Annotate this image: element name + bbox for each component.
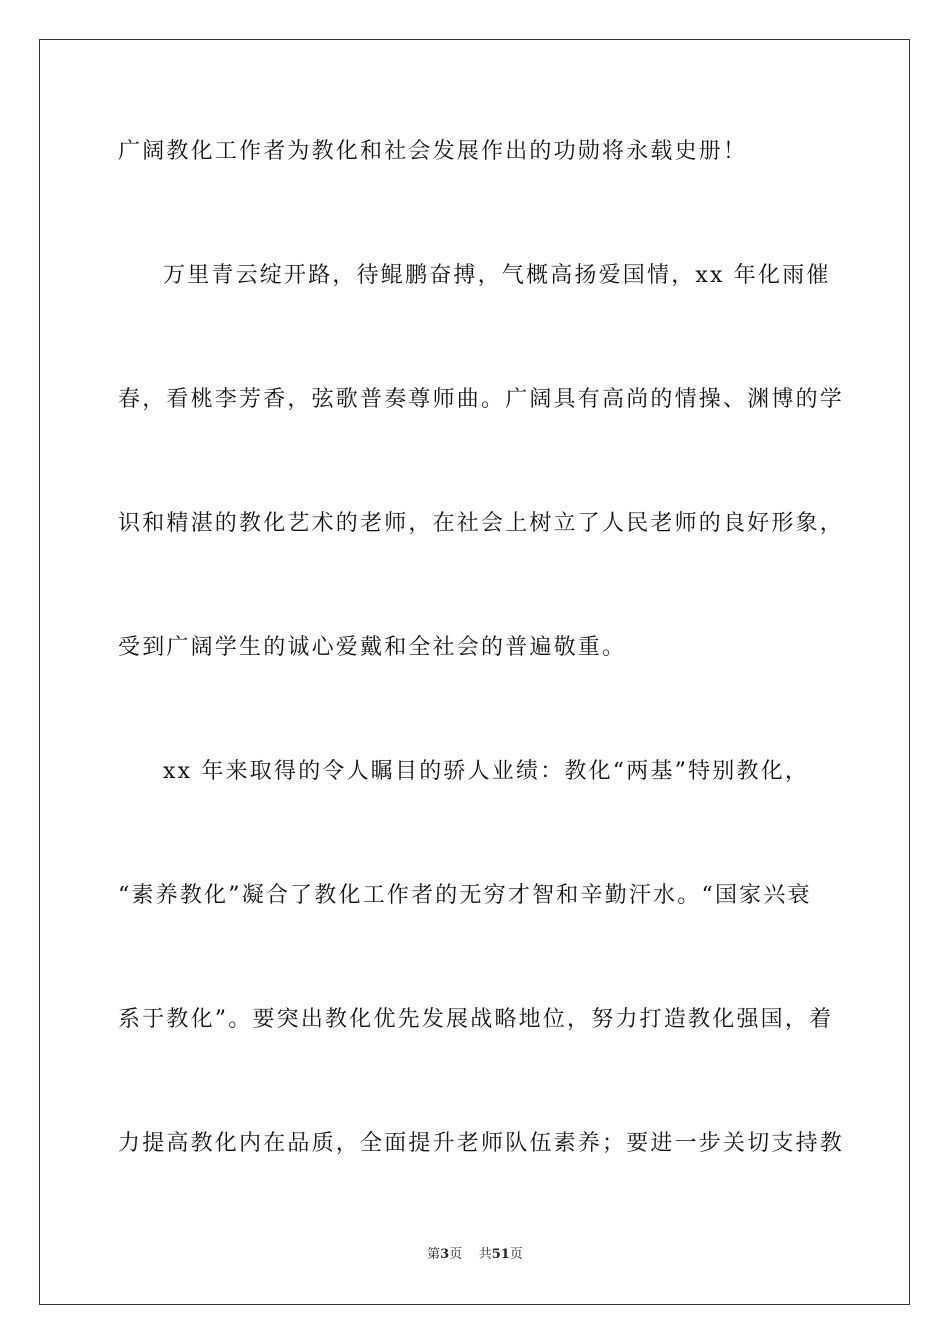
text-line-8: 系于教化”。要突出教化优先发展战略地位，努力打造教化强国，着 (118, 1007, 834, 1032)
footer-page-suffix: 页 (449, 1247, 463, 1262)
footer-total-prefix: 共 (478, 1247, 492, 1262)
footer-total-suffix: 页 (509, 1247, 523, 1262)
text-line-3: 春，看桃李芳香，弦歌普奏尊师曲。广阔具有高尚的情操、渊博的学 (118, 387, 845, 412)
text-line-2: 万里青云绽开路，待鲲鹏奋搏，气概高扬爱国情，xx 年化雨催 (163, 263, 831, 288)
text-line-9: 力提高教化内在品质，全面提升老师队伍素养；要进一步关切支持教 (118, 1131, 845, 1156)
text-line-1: 广阔教化工作者为教化和社会发展作出的功勋将永载史册！ (118, 139, 748, 164)
text-line-5: 受到广阔学生的诚心爱戴和全社会的普遍敬重。 (118, 635, 627, 660)
page-footer (0, 1246, 950, 1264)
page-border (39, 39, 910, 1305)
current-page-number: 3 (440, 1247, 450, 1262)
footer-prefix: 第 (427, 1247, 441, 1262)
total-page-number: 51 (491, 1247, 510, 1262)
text-line-7: “素养教化”凝合了教化工作者的无穷才智和辛勤汗水。“国家兴衰 (118, 883, 812, 908)
text-line-6: xx 年来取得的令人瞩目的骄人业绩：教化“两基”特别教化， (163, 759, 810, 784)
text-line-4: 识和精湛的教化艺术的老师，在社会上树立了人民老师的良好形象， (118, 511, 845, 536)
